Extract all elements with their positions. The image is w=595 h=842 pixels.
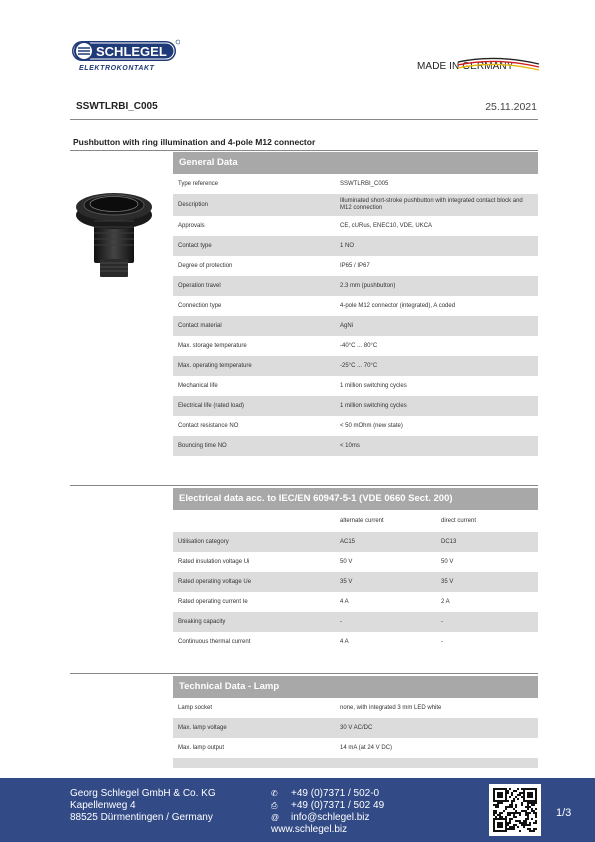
lamp-data-table <box>173 698 538 768</box>
row-value: 1 NO <box>340 242 355 249</box>
lamp-data-row <box>173 738 538 758</box>
row-label: Connection type <box>178 302 222 309</box>
row-value-ac: 4 A <box>340 638 349 645</box>
general-data-heading: General Data <box>173 152 538 174</box>
electrical-data-row <box>173 532 538 552</box>
lamp-data-heading: Technical Data - Lamp <box>173 676 538 698</box>
general-data-row <box>173 236 538 256</box>
page-number: 1/3 <box>556 807 572 819</box>
row-value: CE, cURus, ENEC10, VDE, UKCA <box>340 222 433 229</box>
row-value-dc: 35 V <box>441 578 454 585</box>
electrical-data-row <box>173 572 538 592</box>
row-value-dc: DC13 <box>441 538 457 545</box>
row-label: Max. operating temperature <box>178 362 252 369</box>
phone-line <box>271 788 384 800</box>
row-value: SSWTLRBI_C005 <box>340 180 389 187</box>
row-label: Contact material <box>178 322 222 329</box>
company-name: Georg Schlegel GmbH & Co. KG <box>70 788 216 799</box>
row-label: Approvals <box>178 222 205 229</box>
title-divider <box>70 150 538 151</box>
row-value-dc: 2 A <box>441 598 450 605</box>
row-value: -25°C ... 70°C <box>340 362 378 369</box>
row-value-ac: 35 V <box>340 578 353 585</box>
electrical-data-row <box>173 592 538 612</box>
general-data-row <box>173 356 538 376</box>
fax-number[interactable]: +49 (0)7371 / 502 49 <box>291 800 385 811</box>
german-flag-swoosh-icon <box>456 56 541 72</box>
company-city: 88525 Dürmentingen / Germany <box>70 812 213 823</box>
brand-subtitle: ELEKTROKONTAKT <box>79 65 155 72</box>
document-date: 25.11.2021 <box>485 101 537 113</box>
row-value-dc: - <box>441 638 443 645</box>
row-value-ac: 50 V <box>340 558 353 565</box>
row-label: Contact resistance NO <box>178 422 239 429</box>
row-value: 1 million switching cycles <box>340 402 407 409</box>
general-data-row <box>173 436 538 456</box>
row-label: Type reference <box>178 180 219 187</box>
row-value: 2.3 mm (pushbutton) <box>340 282 396 289</box>
email-line <box>271 812 384 824</box>
fax-line <box>271 800 384 812</box>
general-data-row <box>173 296 538 316</box>
row-value-dc: - <box>441 618 443 625</box>
row-value: Illuminated short-stroke pushbutton with integrated contact block and M12 connection <box>340 198 523 211</box>
header-divider <box>70 119 538 120</box>
alternate-current-header: alternate current <box>340 517 384 524</box>
row-label: Max. storage temperature <box>178 342 247 349</box>
row-value: < 50 mOhm (new state) <box>340 422 403 429</box>
row-label: Description <box>178 201 209 208</box>
phone-icon: ✆ <box>271 789 278 798</box>
electrical-data-heading: Electrical data acc. to IEC/EN 60947-5-1 (VDE 0660 Sect. 200) <box>173 488 538 510</box>
row-label: Lamp socket <box>178 704 213 711</box>
row-label: Degree of protection <box>178 262 233 269</box>
phone-number[interactable]: +49 (0)7371 / 502-0 <box>291 788 380 799</box>
general-data-row <box>173 396 538 416</box>
row-label: Rated operating voltage Ue <box>178 578 252 585</box>
row-value: 1 million switching cycles <box>340 382 407 389</box>
row-label: Contact type <box>178 242 212 249</box>
row-label: Bouncing time NO <box>178 442 227 449</box>
lamp-divider <box>70 673 538 674</box>
direct-current-header: direct current <box>441 517 477 524</box>
row-label: Max. lamp output <box>178 744 225 751</box>
row-label: Rated insulation voltage Ui <box>178 558 250 565</box>
row-value: 4-pole M12 connector (integrated), A coded <box>340 302 456 309</box>
general-data-row <box>173 256 538 276</box>
general-data-row <box>173 216 538 236</box>
email-icon: @ <box>271 813 280 822</box>
row-label: Mechanical life <box>178 382 218 389</box>
row-label: Operation travel <box>178 282 221 289</box>
electrical-data-row <box>173 552 538 572</box>
lamp-table-end <box>173 758 538 768</box>
row-label: Utilisation category <box>178 538 229 545</box>
document-id: SSWTLRBI_C005 <box>76 101 158 112</box>
fax-icon: ⎙ <box>271 801 278 810</box>
electrical-divider <box>70 485 538 486</box>
general-data-row <box>173 174 538 194</box>
general-data-row <box>173 376 538 396</box>
row-value: < 10ms <box>340 442 360 449</box>
electrical-data-row <box>173 612 538 632</box>
website-link[interactable]: www.schlegel.biz <box>271 824 348 835</box>
row-value: IP65 / IP67 <box>340 262 370 269</box>
row-label: Breaking capacity <box>178 618 226 625</box>
product-image <box>72 181 156 279</box>
row-value-ac: AC15 <box>340 538 356 545</box>
general-data-row <box>173 336 538 356</box>
row-value: AgNi <box>340 322 354 329</box>
row-label: Max. lamp voltage <box>178 724 227 731</box>
general-data-row <box>173 194 538 216</box>
qr-code-icon <box>489 784 541 836</box>
electrical-data-row <box>173 632 538 652</box>
lamp-data-row <box>173 718 538 738</box>
made-in-label: MADE IN GERMANY <box>417 61 514 72</box>
svg-text:SCHLEGEL: SCHLEGEL <box>96 44 167 59</box>
general-data-row <box>173 416 538 436</box>
row-value: none, with integrated 3 mm LED white <box>340 704 442 711</box>
row-value: 14 mA (at 24 V DC) <box>340 744 393 751</box>
email-link[interactable]: info@schlegel.biz <box>291 812 370 823</box>
general-data-row <box>173 276 538 296</box>
lamp-data-row <box>173 698 538 718</box>
electrical-column-headers <box>173 510 538 532</box>
row-label: Rated operating current Ie <box>178 598 248 605</box>
electrical-data-table <box>173 510 538 652</box>
row-value-ac: 4 A <box>340 598 349 605</box>
company-street: Kapellenweg 4 <box>70 800 136 811</box>
general-data-table <box>173 174 538 456</box>
row-label: Electrical life (rated load) <box>178 402 245 409</box>
product-title: Pushbutton with ring illumination and 4-pole M12 connector <box>73 137 316 147</box>
footer-address <box>70 788 216 824</box>
row-label: Continuous thermal current <box>178 638 251 645</box>
row-value: -40°C ... 80°C <box>340 342 378 349</box>
web-line <box>271 824 384 836</box>
general-data-row <box>173 316 538 336</box>
row-value-ac: - <box>340 618 342 625</box>
row-value: 30 V AC/DC <box>340 724 373 731</box>
row-value-dc: 50 V <box>441 558 454 565</box>
footer-contact <box>271 788 384 836</box>
footer <box>0 778 595 842</box>
